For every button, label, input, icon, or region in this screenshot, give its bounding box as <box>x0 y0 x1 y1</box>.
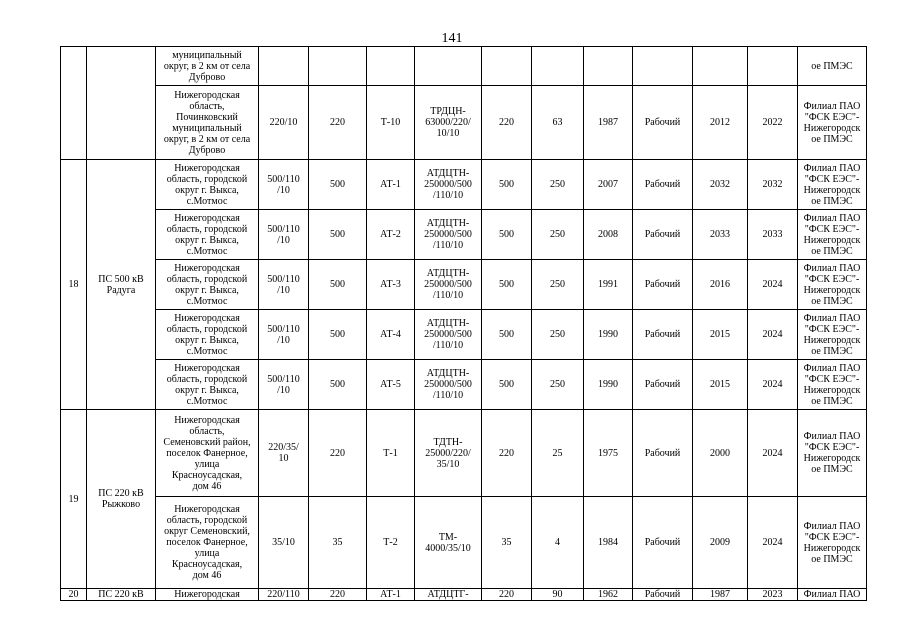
voltage-class-cell-line: 500/110 <box>267 323 300 335</box>
owner-cell-line: ое ПМЭС <box>811 345 853 357</box>
owner-cell-line: "ФСК ЕЭС"- <box>804 273 860 285</box>
transformer-type-cell-line: АТДЦТН- <box>426 318 470 329</box>
location-cell-line: Нижегородская <box>174 212 240 224</box>
owner-cell-line: "ФСК ЕЭС"- <box>804 531 860 543</box>
transformer-type-cell <box>415 47 482 86</box>
location-cell-line: Красноусадская, <box>171 469 243 481</box>
status-cell: Рабочий <box>633 86 693 160</box>
owner-cell-line: Нижегородск <box>803 453 861 464</box>
owner-cell-line: Филиал ПАО <box>803 162 861 174</box>
power-cell: 4 <box>532 497 584 589</box>
location-cell <box>156 47 259 86</box>
year-cell <box>584 47 633 86</box>
location-cell-line: дом 46 <box>192 570 222 581</box>
owner-cell-line: Нижегородск <box>803 542 861 554</box>
location-cell-line: муниципальный <box>172 122 242 134</box>
status-cell: Рабочий <box>633 497 693 589</box>
rated-voltage-cell: 500 <box>482 160 532 210</box>
designation-cell: АТ-4 <box>367 310 415 360</box>
voltage-cell: 500 <box>309 360 367 410</box>
year-a-cell <box>693 47 748 86</box>
voltage-class-cell-line: 220/10 <box>269 117 298 128</box>
designation-cell: Т-10 <box>367 86 415 160</box>
power-cell: 250 <box>532 160 584 210</box>
owner-cell-line: ое ПМЭС <box>811 195 853 207</box>
voltage-class-cell <box>259 310 309 360</box>
year-cell: 2008 <box>584 210 633 260</box>
location-cell-line: округ г. Выкса, <box>175 384 239 396</box>
location-cell <box>156 497 259 589</box>
location-cell-line: поселок Фанерное, <box>166 537 248 548</box>
owner-cell <box>798 310 867 360</box>
location-cell-line: Нижегородская <box>174 504 240 515</box>
year-b-cell: 2033 <box>748 210 798 260</box>
owner-cell-line: "ФСК ЕЭС"- <box>804 323 860 335</box>
transformer-type-cell-line: 63000/220/ <box>425 117 471 128</box>
voltage-class-cell-line: /10 <box>277 284 290 296</box>
year-a-cell: 2032 <box>693 160 748 210</box>
year-cell: 1984 <box>584 497 633 589</box>
location-cell-line: область, городской <box>166 223 248 235</box>
table-row <box>61 310 867 360</box>
year-a-cell: 1987 <box>693 589 748 601</box>
designation-cell: АТ-2 <box>367 210 415 260</box>
owner-cell-line: ое ПМЭС <box>811 464 853 475</box>
owner-cell-line: "ФСК ЕЭС"- <box>804 111 860 123</box>
location-cell-line: Дуброво <box>188 144 226 156</box>
voltage-cell: 220 <box>309 86 367 160</box>
substation-name-cell <box>87 410 156 589</box>
power-cell: 25 <box>532 410 584 497</box>
voltage-class-cell-line: 500/110 <box>267 173 300 185</box>
transformer-type-cell-line: /110/10 <box>432 290 464 301</box>
location-cell-line: область, городской <box>166 373 248 385</box>
location-cell <box>156 210 259 260</box>
transformer-type-cell-line: АТДЦТГ- <box>427 589 469 600</box>
location-cell-line: область, городской <box>166 273 248 285</box>
transformer-type-cell-line: /110/10 <box>432 190 464 201</box>
transformer-type-cell <box>415 210 482 260</box>
voltage-class-cell <box>259 410 309 497</box>
designation-cell: Т-2 <box>367 497 415 589</box>
location-cell-line: область, <box>189 100 225 112</box>
voltage-cell <box>309 47 367 86</box>
page-number: 141 <box>441 31 463 46</box>
designation-cell: Т-1 <box>367 410 415 497</box>
year-cell: 1991 <box>584 260 633 310</box>
transformer-type-cell-line: 25000/220/ <box>425 447 471 459</box>
status-cell: Рабочий <box>633 210 693 260</box>
location-cell-line: Нижегородская <box>174 362 240 374</box>
owner-cell <box>798 210 867 260</box>
transformer-type-cell-line: 250000/500 <box>424 329 472 340</box>
owner-cell-line: Нижегородск <box>803 384 861 396</box>
year-cell: 1975 <box>584 410 633 497</box>
power-cell: 63 <box>532 86 584 160</box>
year-cell: 2007 <box>584 160 633 210</box>
transformer-type-cell-line: АТДЦТН- <box>426 168 470 179</box>
owner-cell-line: Филиал ПАО <box>803 520 861 532</box>
transformer-type-cell-line: ТДТН- <box>433 436 463 448</box>
row-number-cell: 20 <box>61 589 87 601</box>
location-cell-line: дом 46 <box>192 480 222 492</box>
status-cell <box>633 47 693 86</box>
designation-cell: АТ-1 <box>367 589 415 601</box>
voltage-class-cell <box>259 260 309 310</box>
voltage-cell: 500 <box>309 260 367 310</box>
voltage-class-cell-line: 10 <box>278 453 289 464</box>
year-cell: 1990 <box>584 310 633 360</box>
rated-voltage-cell: 500 <box>482 360 532 410</box>
voltage-cell: 220 <box>309 410 367 497</box>
designation-cell: АТ-3 <box>367 260 415 310</box>
year-b-cell: 2024 <box>748 410 798 497</box>
designation-cell <box>367 47 415 86</box>
year-a-cell: 2015 <box>693 310 748 360</box>
transformer-type-cell <box>415 160 482 210</box>
year-cell: 1962 <box>584 589 633 601</box>
voltage-cell: 220 <box>309 589 367 601</box>
voltage-class-cell-line: 500/110 <box>267 223 300 235</box>
substation-name-cell-line: Радуга <box>106 284 136 296</box>
location-cell-line: округ, в 2 км от села <box>163 60 251 72</box>
substation-name-cell-line: ПС 220 кВ <box>98 488 144 499</box>
table-row <box>61 160 867 210</box>
owner-cell-line: Нижегородск <box>803 122 861 134</box>
owner-cell-line: "ФСК ЕЭС"- <box>804 442 860 453</box>
location-cell-line: округ г. Выкса, <box>175 334 239 346</box>
year-a-cell: 2000 <box>693 410 748 497</box>
transformer-type-cell-line: 250000/500 <box>424 379 472 390</box>
year-b-cell: 2024 <box>748 497 798 589</box>
location-cell-line: муниципальный <box>172 49 242 61</box>
location-cell-line: Нижегородская <box>174 414 240 426</box>
owner-cell <box>798 160 867 210</box>
rated-voltage-cell <box>482 47 532 86</box>
voltage-class-cell-line: 220/35/ <box>268 442 299 453</box>
owner-cell-line: Нижегородск <box>803 334 861 346</box>
voltage-class-cell-line: 500/110 <box>267 373 300 385</box>
status-cell: Рабочий <box>633 410 693 497</box>
table-row <box>61 47 867 86</box>
voltage-class-cell-line: 500/110 <box>267 273 300 285</box>
transformer-type-cell-line: /110/10 <box>432 390 464 401</box>
owner-cell <box>798 47 867 86</box>
location-cell <box>156 86 259 160</box>
year-a-cell: 2015 <box>693 360 748 410</box>
owner-cell <box>798 589 867 601</box>
location-cell <box>156 589 259 601</box>
owner-cell-line: Нижегородск <box>803 284 861 296</box>
status-cell: Рабочий <box>633 160 693 210</box>
rated-voltage-cell: 220 <box>482 410 532 497</box>
power-cell: 250 <box>532 210 584 260</box>
location-cell <box>156 260 259 310</box>
location-cell-line: Красноусадская, <box>171 559 243 570</box>
location-cell-line: область, <box>189 425 225 437</box>
year-b-cell: 2024 <box>748 360 798 410</box>
location-cell-line: округ г. Выкса, <box>175 234 239 246</box>
voltage-class-cell-line: 35/10 <box>272 537 295 548</box>
year-b-cell: 2032 <box>748 160 798 210</box>
power-cell: 250 <box>532 310 584 360</box>
transformer-type-cell-line: 4000/35/10 <box>425 542 471 554</box>
location-cell-line: Семеновский район, <box>163 436 251 448</box>
owner-cell <box>798 360 867 410</box>
owner-cell-line: Филиал ПАО <box>803 100 861 112</box>
rated-voltage-cell: 220 <box>482 589 532 601</box>
voltage-cell: 35 <box>309 497 367 589</box>
location-cell-line: область, городской <box>166 173 248 185</box>
rated-voltage-cell: 220 <box>482 86 532 160</box>
voltage-class-cell <box>259 160 309 210</box>
voltage-cell: 500 <box>309 210 367 260</box>
owner-cell-line: Нижегородск <box>803 234 861 246</box>
owner-cell-line: ое ПМЭС <box>811 60 853 72</box>
transformer-type-cell <box>415 86 482 160</box>
location-cell-line: область, городской <box>166 515 248 526</box>
owner-cell-line: "ФСК ЕЭС"- <box>804 223 860 235</box>
location-cell-line: улица <box>194 458 220 470</box>
voltage-class-cell-line: /10 <box>277 384 290 396</box>
location-cell-line: с.Мотмос <box>186 345 228 357</box>
year-a-cell: 2012 <box>693 86 748 160</box>
power-cell: 250 <box>532 360 584 410</box>
year-a-cell: 2033 <box>693 210 748 260</box>
location-cell-line: область, городской <box>166 323 248 335</box>
location-cell-line: поселок Фанерное, <box>166 447 248 459</box>
transformer-type-cell <box>415 310 482 360</box>
year-cell: 1990 <box>584 360 633 410</box>
location-cell <box>156 410 259 497</box>
row-number-cell <box>61 47 87 160</box>
rated-voltage-cell: 500 <box>482 210 532 260</box>
location-cell <box>156 310 259 360</box>
owner-cell-line: ое ПМЭС <box>811 395 853 407</box>
transformer-type-cell-line: /110/10 <box>432 340 464 351</box>
year-b-cell: 2023 <box>748 589 798 601</box>
location-cell-line: Дуброво <box>188 71 226 83</box>
location-cell-line: с.Мотмос <box>186 195 228 207</box>
location-cell-line: улица <box>194 548 220 559</box>
location-cell-line: с.Мотмос <box>186 295 228 307</box>
owner-cell-line: Филиал ПАО <box>803 312 861 324</box>
owner-cell <box>798 86 867 160</box>
year-b-cell: 2024 <box>748 260 798 310</box>
location-cell-line: округ, в 2 км от села <box>163 133 251 145</box>
rated-voltage-cell: 35 <box>482 497 532 589</box>
substation-name-cell <box>87 589 156 601</box>
voltage-class-cell <box>259 589 309 601</box>
owner-cell-line: "ФСК ЕЭС"- <box>804 173 860 185</box>
status-cell: Рабочий <box>633 589 693 601</box>
voltage-class-cell-line: /10 <box>277 234 290 246</box>
owner-cell-line: Филиал ПАО <box>803 431 861 442</box>
power-cell <box>532 47 584 86</box>
location-cell-line: с.Мотмос <box>186 395 228 407</box>
transformer-type-cell-line: 10/10 <box>436 128 460 139</box>
year-a-cell: 2016 <box>693 260 748 310</box>
year-cell: 1987 <box>584 86 633 160</box>
location-cell <box>156 160 259 210</box>
location-cell-line: Нижегородская <box>174 162 240 174</box>
location-cell-line: с.Мотмос <box>186 245 228 257</box>
row-number-cell: 18 <box>61 160 87 410</box>
transformer-type-cell-line: ТРДЦН- <box>430 106 466 117</box>
transformer-type-cell-line: 35/10 <box>436 458 460 470</box>
substation-name-cell-line: ПС 500 кВ <box>98 273 144 285</box>
owner-cell-line: Филиал ПАО <box>803 212 861 224</box>
owner-cell-line: ое ПМЭС <box>811 245 853 257</box>
location-cell-line: Починковский <box>176 111 238 123</box>
owner-cell-line: ое ПМЭС <box>811 553 853 565</box>
designation-cell: АТ-5 <box>367 360 415 410</box>
table-row <box>61 260 867 310</box>
owner-cell <box>798 260 867 310</box>
status-cell: Рабочий <box>633 360 693 410</box>
owner-cell-line: ое ПМЭС <box>811 133 853 145</box>
owner-cell-line: Нижегородск <box>803 184 861 196</box>
voltage-cell: 500 <box>309 160 367 210</box>
year-b-cell: 2022 <box>748 86 798 160</box>
voltage-class-cell-line: /10 <box>277 334 290 346</box>
status-cell: Рабочий <box>633 260 693 310</box>
transformer-type-cell-line: ТМ- <box>438 531 458 543</box>
substation-name-cell-line: ПС 220 кВ <box>98 589 144 600</box>
owner-cell-line: Филиал ПАО <box>803 262 861 274</box>
row-number-cell: 19 <box>61 410 87 589</box>
rated-voltage-cell: 500 <box>482 310 532 360</box>
transformer-type-cell-line: /110/10 <box>432 240 464 251</box>
transformer-type-cell-line: АТДЦТН- <box>426 218 470 229</box>
voltage-class-cell <box>259 86 309 160</box>
table-row <box>61 410 867 497</box>
transformer-type-cell-line: 250000/500 <box>424 179 472 190</box>
voltage-class-cell <box>259 210 309 260</box>
location-cell <box>156 360 259 410</box>
transformer-type-cell-line: АТДЦТН- <box>426 368 470 379</box>
location-cell-line: Нижегородская <box>174 262 240 274</box>
transformer-type-cell <box>415 410 482 497</box>
location-cell-line: Нижегородская <box>174 89 240 101</box>
substation-name-cell <box>87 47 156 160</box>
voltage-class-cell-line: /10 <box>277 184 290 196</box>
substation-name-cell-line: Рыжково <box>101 499 141 510</box>
status-cell: Рабочий <box>633 310 693 360</box>
voltage-class-cell <box>259 497 309 589</box>
transformer-type-cell-line: 250000/500 <box>424 229 472 240</box>
transformer-type-cell-line: 250000/500 <box>424 279 472 290</box>
location-cell-line: округ г. Выкса, <box>175 284 239 296</box>
owner-cell-line: Филиал ПАО <box>803 362 861 374</box>
substation-table <box>60 46 867 601</box>
year-b-cell: 2024 <box>748 310 798 360</box>
year-a-cell: 2009 <box>693 497 748 589</box>
transformer-type-cell-line: АТДЦТН- <box>426 268 470 279</box>
designation-cell: АТ-1 <box>367 160 415 210</box>
transformer-type-cell <box>415 260 482 310</box>
owner-cell-line: Филиал ПАО <box>803 589 861 600</box>
table-row <box>61 210 867 260</box>
owner-cell-line: "ФСК ЕЭС"- <box>804 373 860 385</box>
owner-cell <box>798 410 867 497</box>
rated-voltage-cell: 500 <box>482 260 532 310</box>
location-cell-line: Нижегородская <box>174 312 240 324</box>
location-cell-line: округ г. Выкса, <box>175 184 239 196</box>
voltage-cell: 500 <box>309 310 367 360</box>
power-cell: 90 <box>532 589 584 601</box>
location-cell-line: округ Семеновский, <box>164 526 250 537</box>
table-row <box>61 497 867 589</box>
table-row <box>61 589 867 601</box>
owner-cell <box>798 497 867 589</box>
transformer-type-cell <box>415 589 482 601</box>
location-cell-line: Нижегородская <box>174 589 240 600</box>
table-row <box>61 360 867 410</box>
owner-cell-line: ое ПМЭС <box>811 295 853 307</box>
voltage-class-cell <box>259 47 309 86</box>
year-b-cell <box>748 47 798 86</box>
transformer-type-cell <box>415 360 482 410</box>
voltage-class-cell-line: 220/110 <box>267 589 300 600</box>
power-cell: 250 <box>532 260 584 310</box>
table-row <box>61 86 867 160</box>
voltage-class-cell <box>259 360 309 410</box>
transformer-type-cell <box>415 497 482 589</box>
substation-name-cell <box>87 160 156 410</box>
